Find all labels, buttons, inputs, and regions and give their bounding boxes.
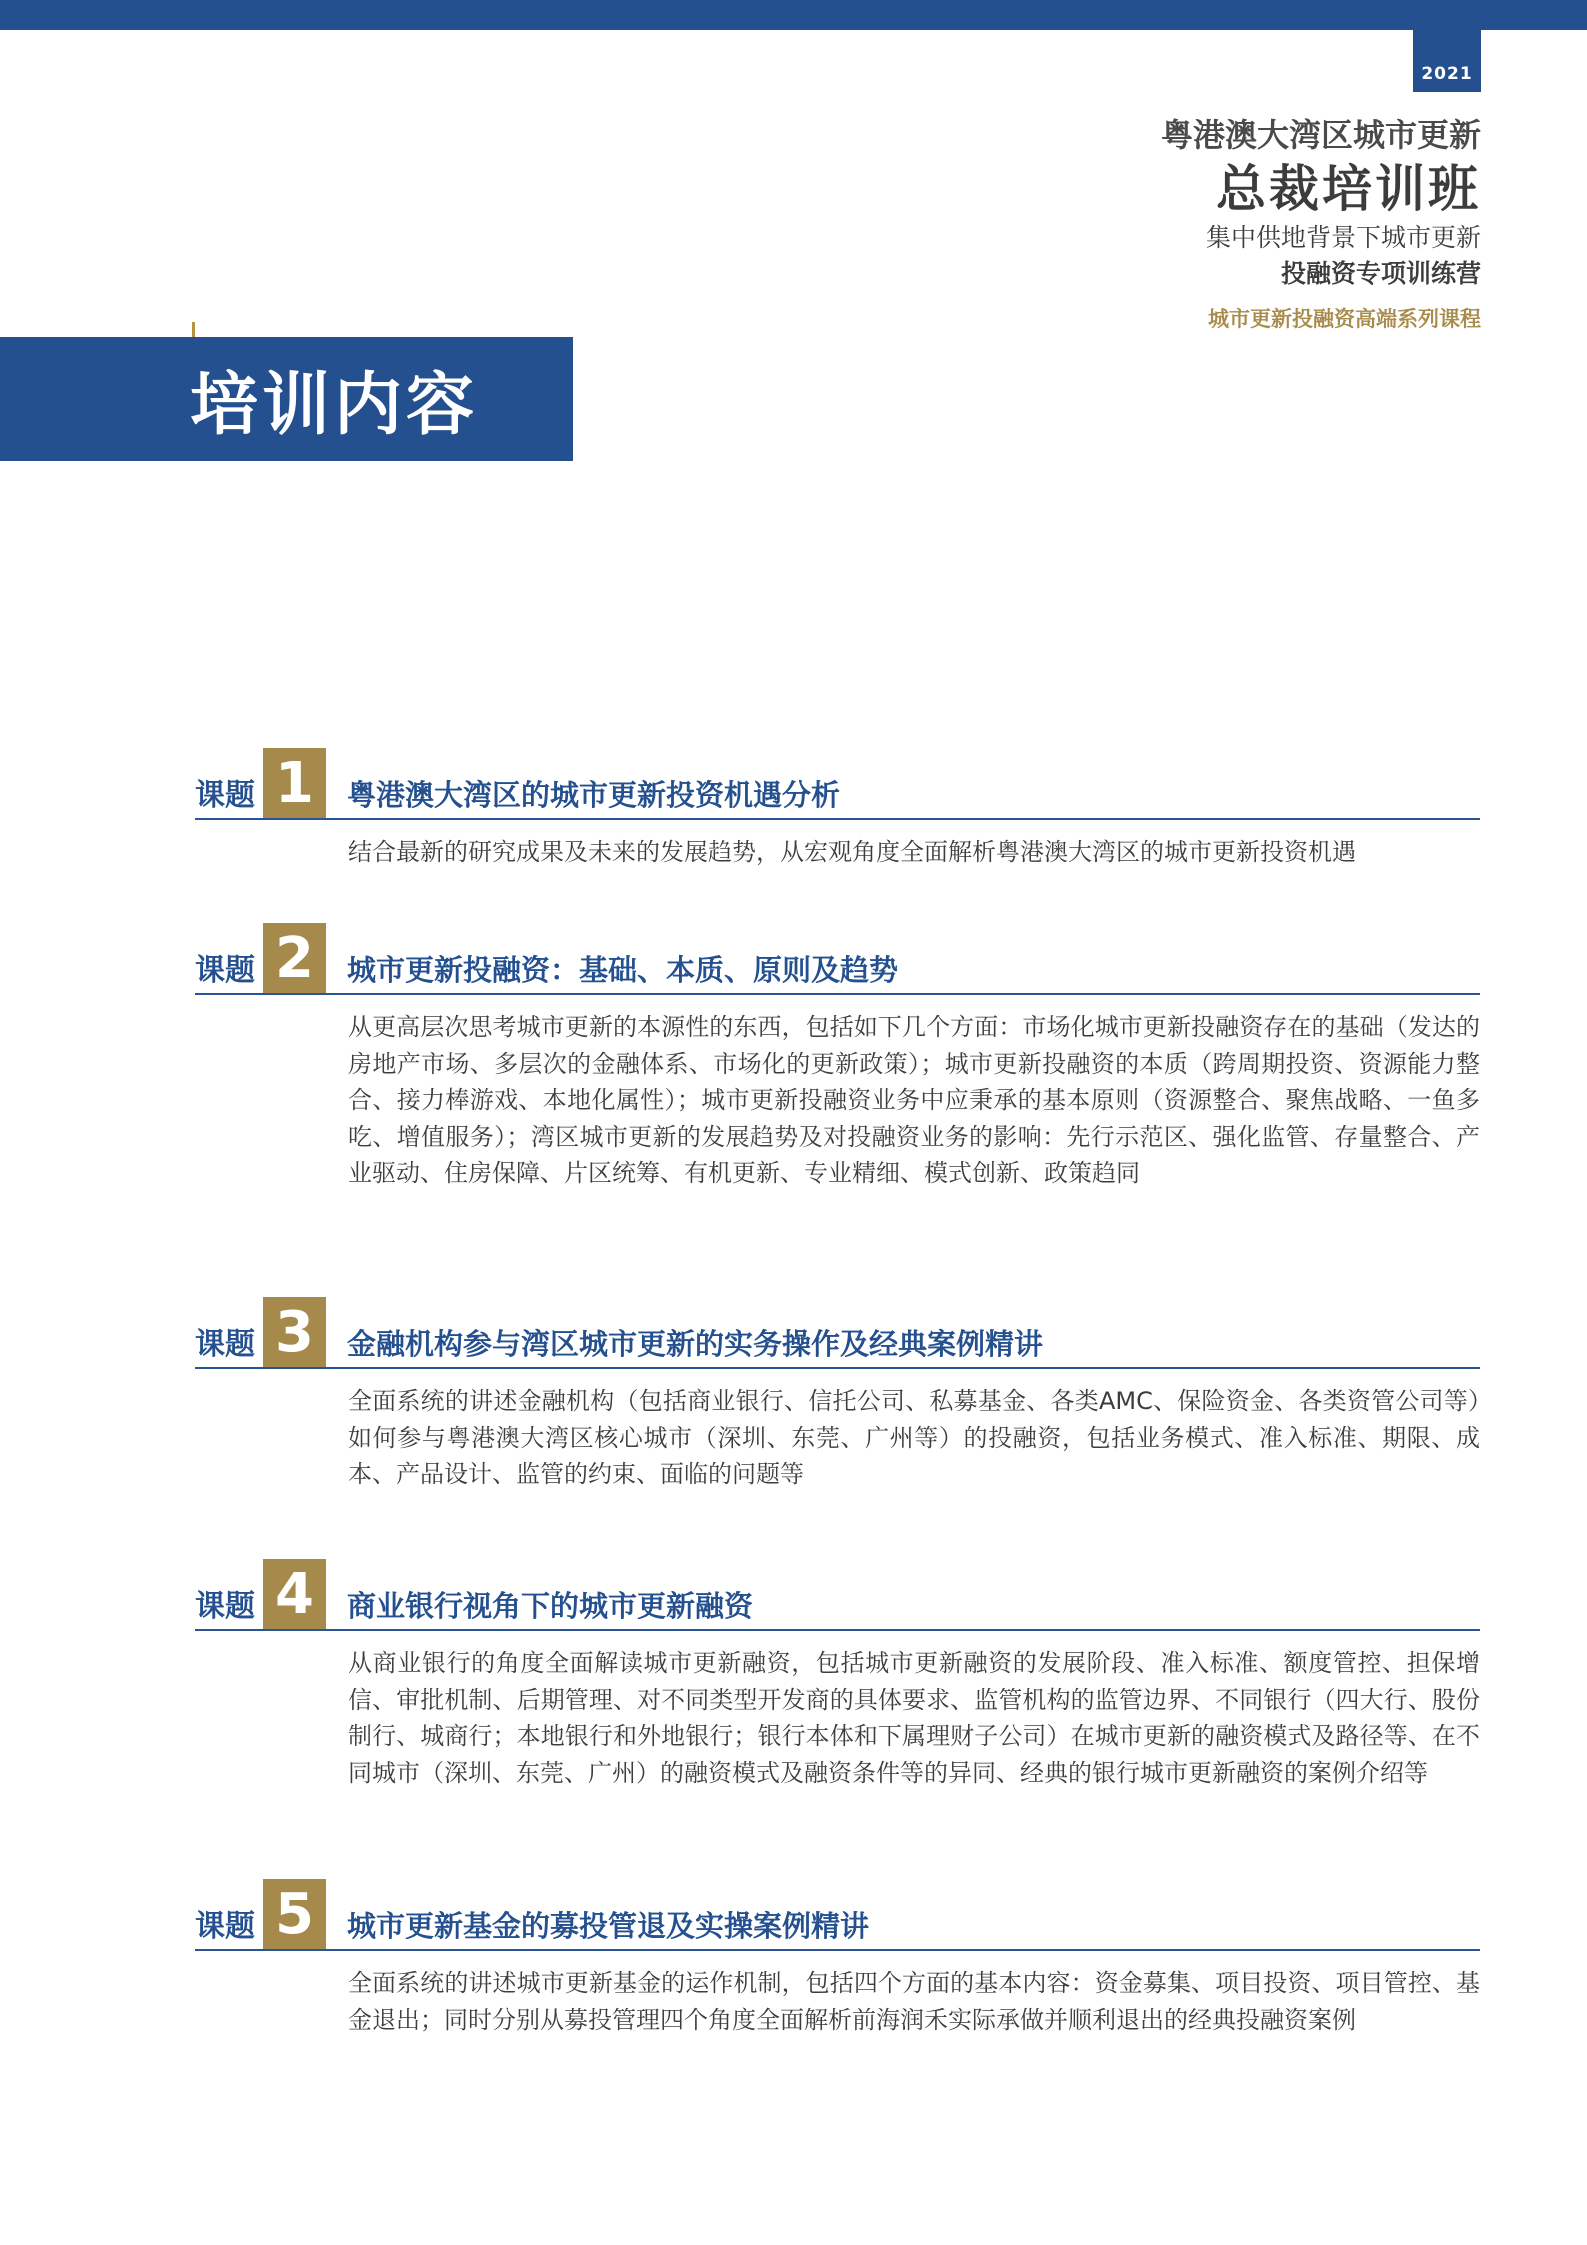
topic-header xyxy=(195,746,1480,820)
topic-header xyxy=(195,1295,1480,1369)
topic-header xyxy=(195,1877,1480,1951)
header-line-2: 总裁培训班 xyxy=(1216,160,1481,218)
topic-prefix: 课题 xyxy=(195,1589,255,1624)
topic-description: 结合最新的研究成果及未来的发展趋势，从宏观角度全面解析粤港澳大湾区的城市更新投资机遇 xyxy=(348,838,1356,866)
topic-header xyxy=(195,1557,1480,1631)
topic-title: 城市更新基金的募投管退及实操案例精讲 xyxy=(347,1909,870,1943)
topic-title: 粤港澳大湾区的城市更新投资机遇分析 xyxy=(347,778,841,812)
topic-title: 商业银行视角下的城市更新融资 xyxy=(347,1589,754,1623)
year-label: 2021 xyxy=(1421,64,1473,84)
header-line-3: 集中供地背景下城市更新 xyxy=(1205,223,1481,252)
header-line-4: 投融资专项训练营 xyxy=(1280,259,1481,288)
topic-4 xyxy=(195,1557,1480,1791)
topic-number: 4 xyxy=(263,1559,326,1629)
header-line-5: 城市更新投融资高端系列课程 xyxy=(1208,307,1481,331)
year-tab xyxy=(1413,30,1481,92)
section-title-banner xyxy=(0,337,573,461)
topic-number: 1 xyxy=(263,748,326,818)
header-block xyxy=(1161,112,1481,334)
topic-number: 3 xyxy=(263,1297,326,1367)
topic-2 xyxy=(195,921,1480,1192)
topic-5 xyxy=(195,1877,1480,2038)
topic-title: 金融机构参与湾区城市更新的实务操作及经典案例精讲 xyxy=(347,1327,1044,1361)
topic-number: 5 xyxy=(263,1879,326,1949)
section-title: 培训内容 xyxy=(190,365,479,445)
topic-prefix: 课题 xyxy=(195,1909,255,1944)
topic-title: 城市更新投融资：基础、本质、原则及趋势 xyxy=(347,953,899,987)
top-bar xyxy=(0,0,1587,30)
topic-description: 从更高层次思考城市更新的本源性的东西，包括如下几个方面：市场化城市更新投融资存在的基础（发达的房地产市场、多层次的金融体系、市场化的更新政策）；城市更新投融资的本质（跨周期投资、资源能力整合、接力棒游戏、本地化属性）；城市更新投融资业务中应秉承的基本原则（资源整合、聚焦战略、一鱼多吃、增值服务）；湾区城市更新的发展趋势及对投融资业务的影响：先行示范区、强化监管、存量整合、产业驱动、住房保障、片区统筹、有机更新、专业精细、模式创新、政策趋同 xyxy=(348,1013,1480,1187)
topic-1 xyxy=(195,746,1480,871)
topic-number: 2 xyxy=(263,923,326,993)
topic-description: 全面系统的讲述金融机构（包括商业银行、信托公司、私募基金、各类AMC、保险资金、各类资管公司等）如何参与粤港澳大湾区核心城市（深圳、东莞、广州等）的投融资，包括业务模式、准入标准、期限、成本、产品设计、监管的约束、面临的问题等 xyxy=(348,1387,1480,1488)
topic-prefix: 课题 xyxy=(195,953,255,988)
header-line-1: 粤港澳大湾区城市更新 xyxy=(1160,116,1481,154)
topic-prefix: 课题 xyxy=(195,1327,255,1362)
topic-3 xyxy=(195,1295,1480,1493)
topic-description: 从商业银行的角度全面解读城市更新融资，包括城市更新融资的发展阶段、准入标准、额度管控、担保增信、审批机制、后期管理、对不同类型开发商的具体要求、监管机构的监管边界、不同银行（四大行、股份制行、城商行；本地银行和外地银行；银行本体和下属理财子公司）在城市更新的融资模式及路径等、在不同城市（深圳、东莞、广州）的融资模式及融资条件等的异同、经典的银行城市更新融资的案例介绍等 xyxy=(348,1649,1480,1787)
topic-prefix: 课题 xyxy=(195,778,255,813)
topic-header xyxy=(195,921,1480,995)
topic-description: 全面系统的讲述城市更新基金的运作机制，包括四个方面的基本内容：资金募集、项目投资、项目管控、基金退出；同时分别从募投管理四个角度全面解析前海润禾实际承做并顺利退出的经典投融资案例 xyxy=(348,1969,1480,2034)
